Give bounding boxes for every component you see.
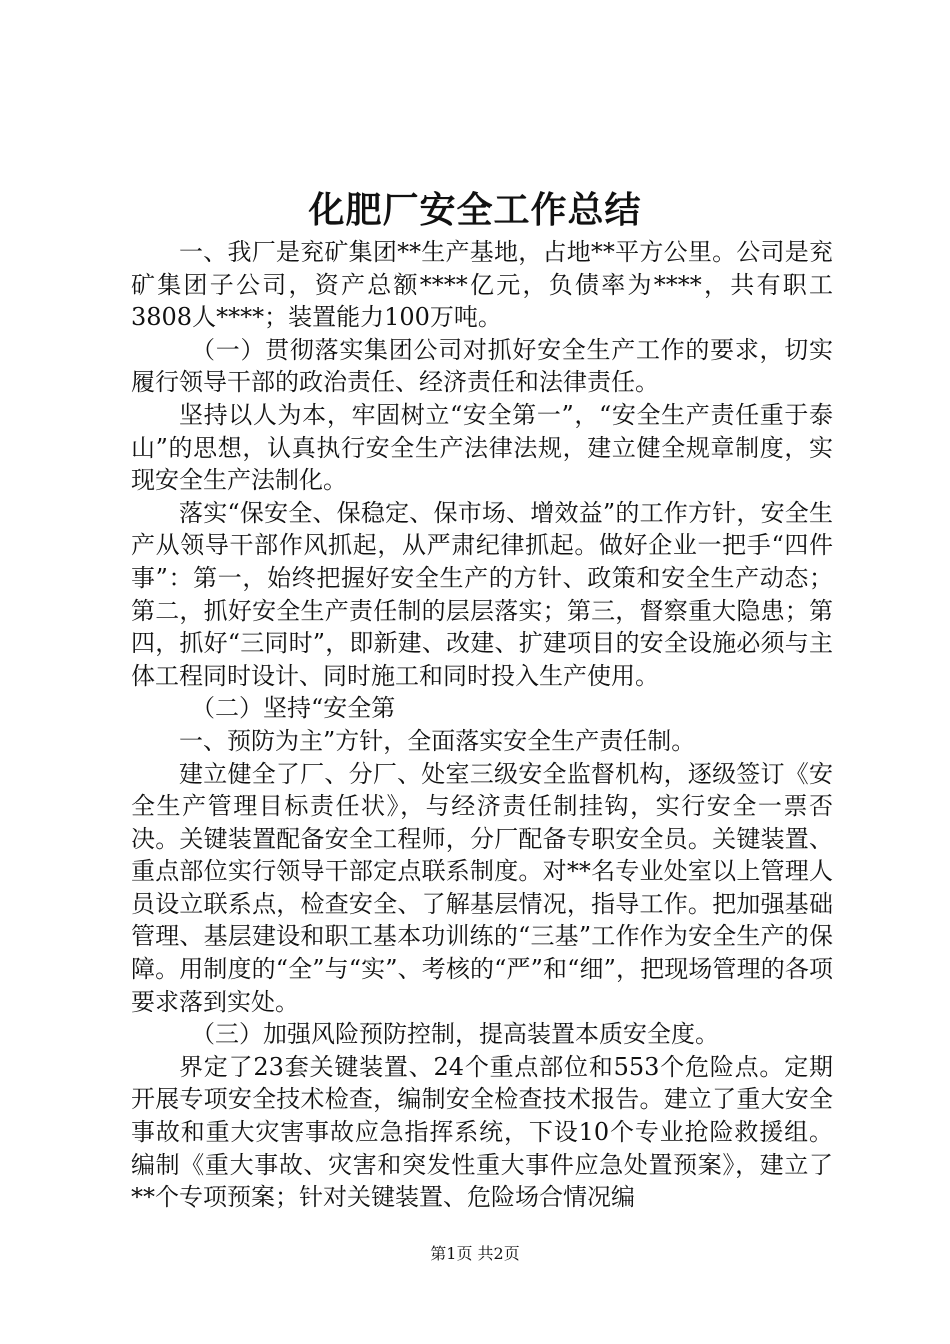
paragraph: 落实“保安全、保稳定、保市场、增效益”的工作方针，安全生产从领导干部作风抓起，从严肃纪律抓起。做好企业一把手“四件事”：第一，始终把握好安全生产的方针、政策和安全生产动态；第二，抓好安全生产责任制的层层落实；第三，督察重大隐患；第四，抓好“三同时”，即新建、改建、扩建项目的安全设施必须与主体工程同时设计、同时施工和同时投入生产使用。 (131, 498, 833, 690)
page-footer: 第1页 共2页 (430, 1244, 520, 1263)
section-heading-1: （一）贯彻落实集团公司对抓好安全生产工作的要求，切实履行领导干部的政治责任、经济责任和法律责任。 (131, 335, 833, 397)
document-body (131, 236, 833, 1214)
paragraph: 坚持以人为本，牢固树立“安全第一”，“安全生产责任重于泰山”的思想，认真执行安全生产法律法规，建立健全规章制度，实现安全生产法制化。 (131, 400, 833, 495)
paragraph-intro: 一、我厂是兖矿集团**生产基地，占地**平方公里。公司是兖矿集团子公司，资产总额****亿元，负债率为****，共有职工3808人****；装置能力100万吨。 (131, 238, 833, 332)
section-heading-2: （二）坚持“安全第 (191, 694, 396, 723)
section-heading-3: （三）加强风险预防控制，提高装置本质安全度。 (191, 1020, 719, 1049)
paragraph: 建立健全了厂、分厂、处室三级安全监督机构，逐级签订《安全生产管理目标责任状》，与经济责任制挂钩，实行安全一票否决。关键装置配备安全工程师，分厂配备专职安全员。关键装置、重点部位实行领导干部定点联系制度。对**名专业处室以上管理人员设立联系点，检查安全、了解基层情况，指导工作。把加强基础管理、基层建设和职工基本功训练的“三基”工作作为安全生产的保障。用制度的“全”与“实”、考核的“严”和“细”，把现场管理的各项要求落到实处。 (131, 759, 833, 1016)
paragraph: 界定了23套关键装置、24个重点部位和553个危险点。定期开展专项安全技术检查，编制安全检查技术报告。建立了重大安全事故和重大灾害事故应急指挥系统，下设10个专业抢险救援组。编制《重大事故、灾害和突发性重大事件应急处置预案》，建立了**个专项预案；针对关键装置、危险场合情况编 (131, 1052, 833, 1212)
document-title: 化肥厂安全工作总结 (308, 189, 642, 231)
paragraph: 一、预防为主”方针，全面落实安全生产责任制。 (179, 726, 696, 755)
